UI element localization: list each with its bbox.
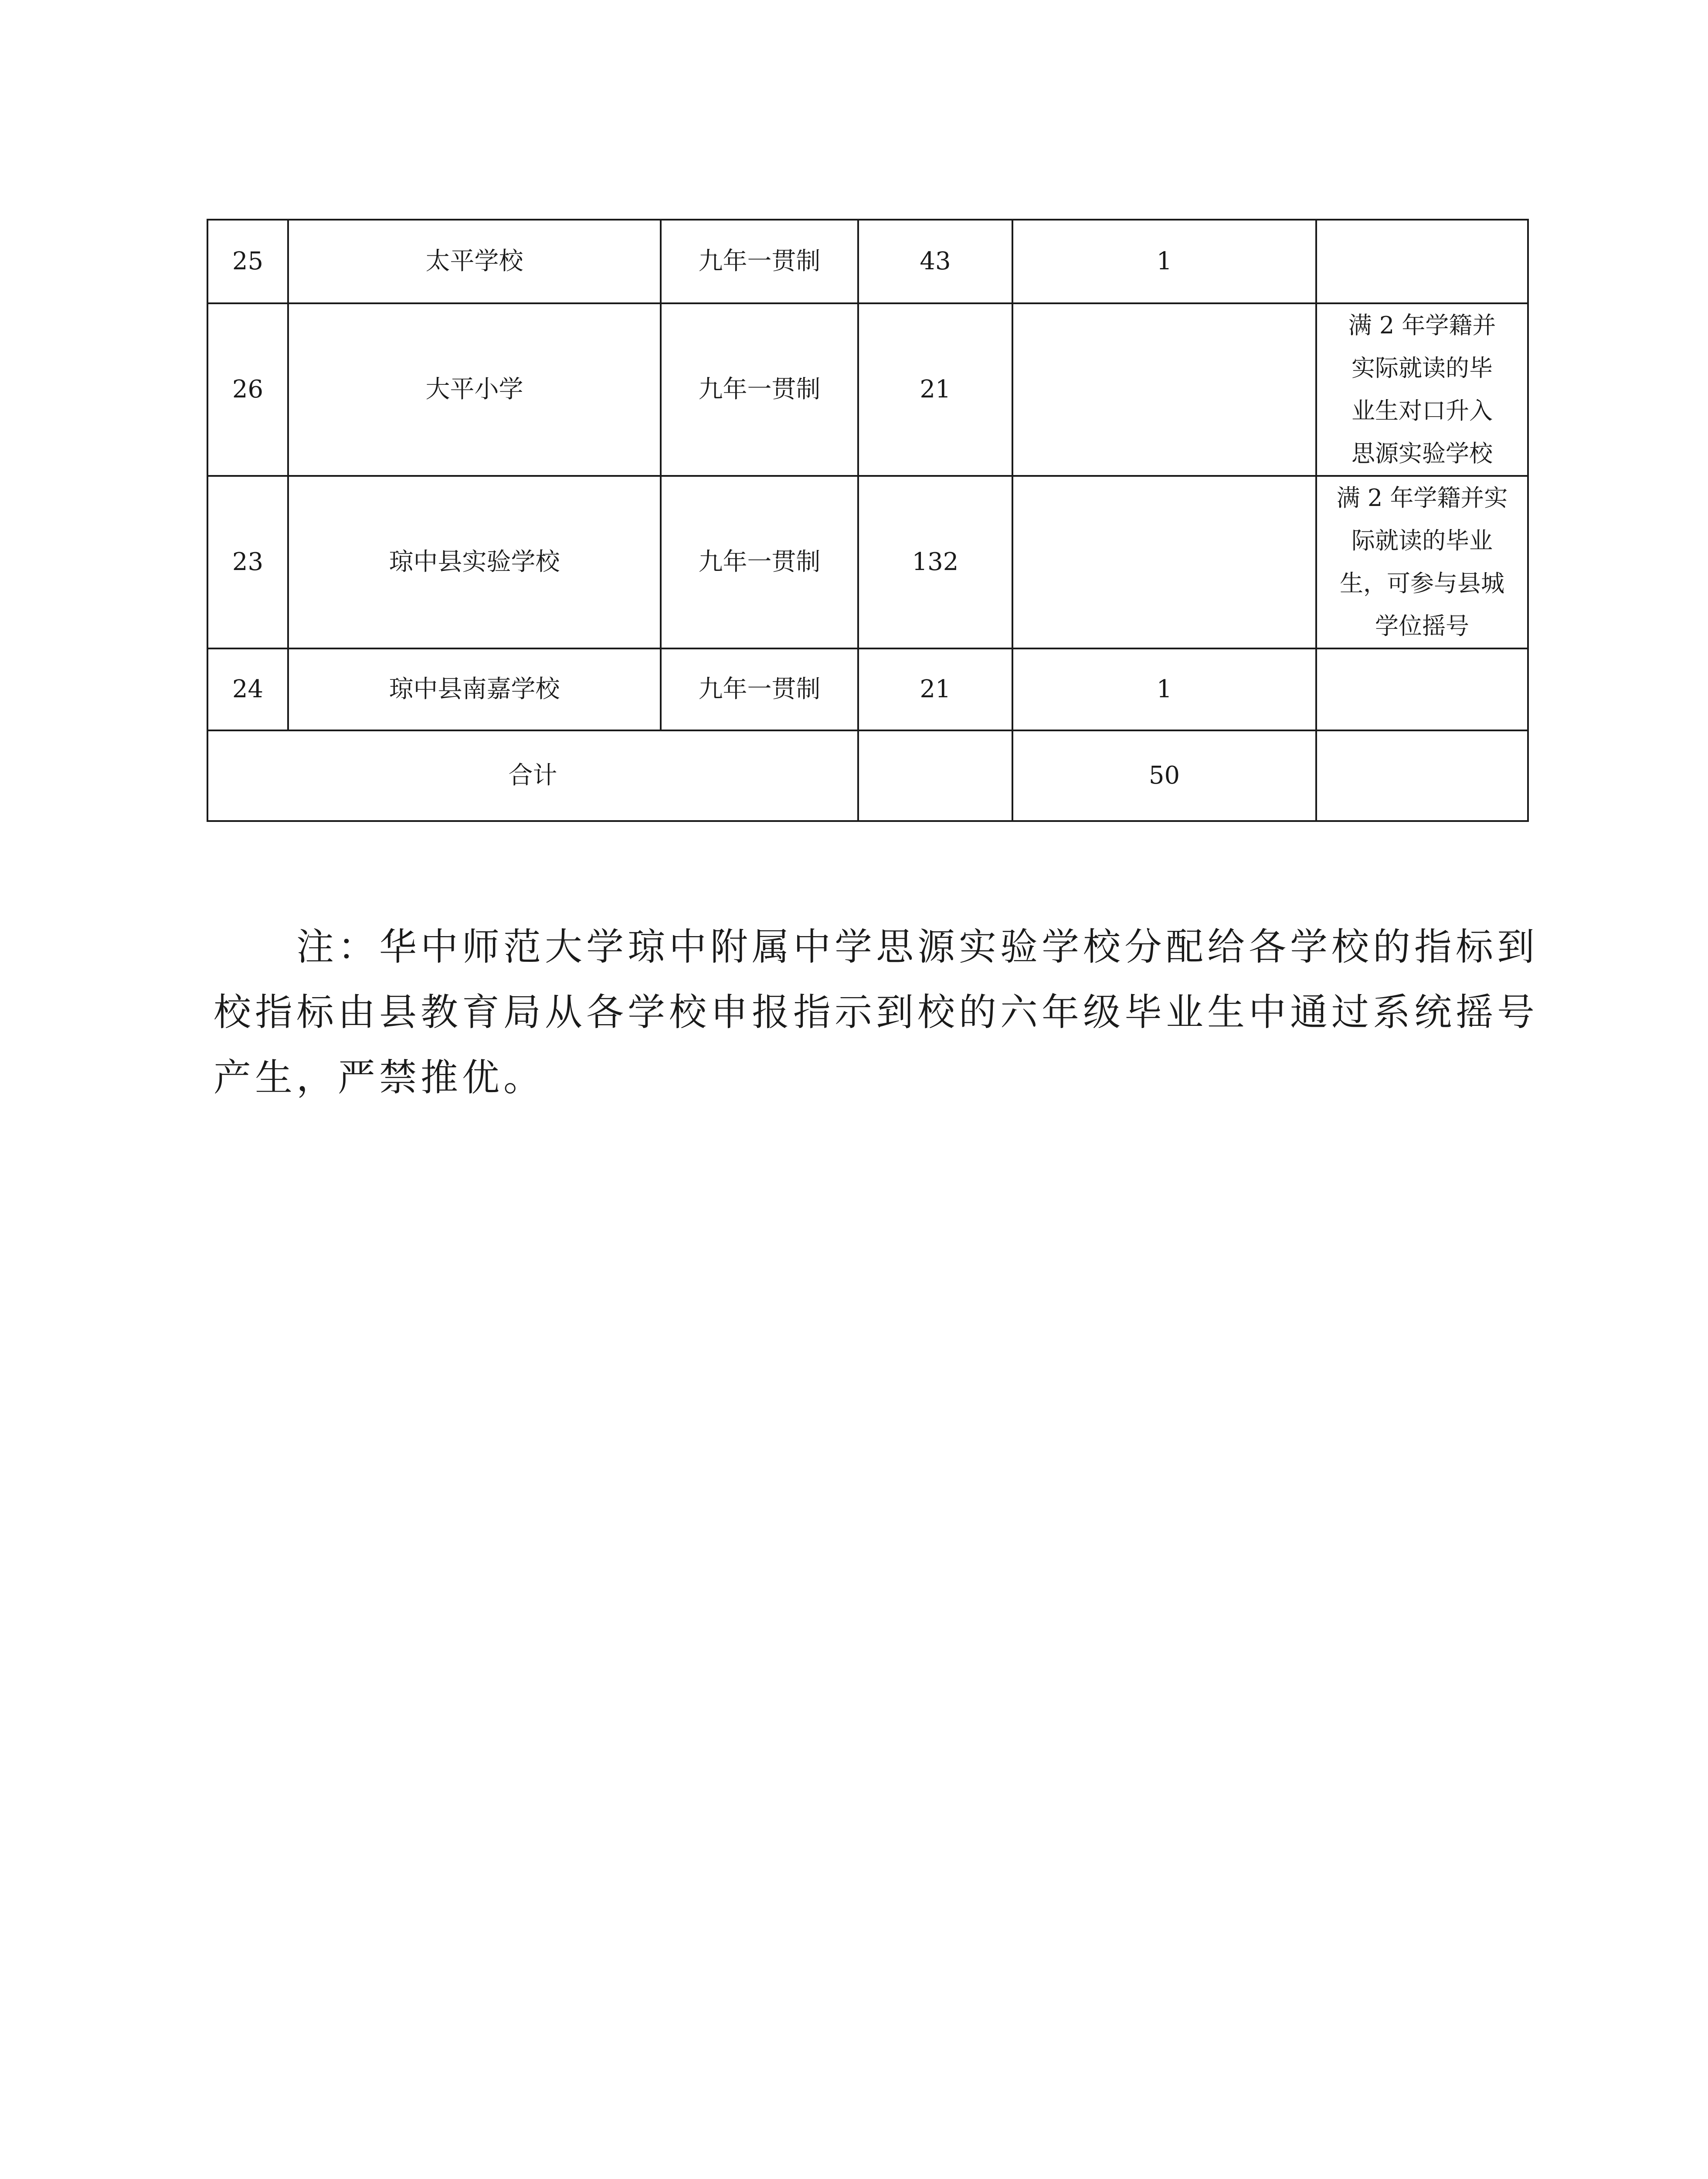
row-index: 25 [207,220,288,303]
note-cell [1316,476,1528,648]
quota-value [1012,476,1316,648]
note-line: 满 2 年学籍并 [1348,312,1496,339]
school-type: 九年一贯制 [661,220,858,303]
total-quota: 50 [1012,730,1316,821]
quota-value: 1 [1012,648,1316,730]
school-type: 九年一贯制 [661,648,858,730]
row-index: 26 [207,303,288,476]
note-line: 业生对口升入 [1351,397,1493,424]
note-cell [1316,303,1528,476]
student-count: 132 [858,476,1012,648]
school-name: 太平学校 [288,220,661,303]
note-cell [1316,648,1528,730]
note-line: 际就读的毕业 [1351,527,1493,554]
note-line: 思源实验学校 [1351,440,1493,467]
student-count: 43 [858,220,1012,303]
note-line: 满 2 年学籍并实 [1336,484,1508,512]
student-count: 21 [858,303,1012,476]
note-line: 学位摇号 [1375,612,1469,640]
note-line: 生，可参与县城 [1340,570,1504,597]
quota-value [1012,303,1316,476]
student-count: 21 [858,648,1012,730]
school-name: 大平小学 [288,303,661,476]
note-cell [1316,220,1528,303]
row-index: 23 [207,476,288,648]
row-index: 24 [207,648,288,730]
note-line: 实际就读的毕 [1351,354,1493,382]
total-row [207,730,1528,821]
school-name: 琼中县南嘉学校 [288,648,661,730]
total-count [858,730,1012,821]
table-row [207,220,1528,303]
quota-value: 1 [1012,220,1316,303]
total-note [1316,730,1528,821]
table-row [207,303,1528,476]
note-paragraph: 注：华中师范大学琼中附属中学思源实验学校分配给各学校的指标到校指标由县教育局从各学校申报指示到校的六年级毕业生中通过系统摇号产生，严禁推优。 [214,925,1538,1100]
table-row [207,476,1528,648]
quota-allocation-table [207,219,1529,822]
school-type: 九年一贯制 [661,303,858,476]
total-label: 合计 [207,730,858,821]
table-row [207,648,1528,730]
school-name: 琼中县实验学校 [288,476,661,648]
school-type: 九年一贯制 [661,476,858,648]
